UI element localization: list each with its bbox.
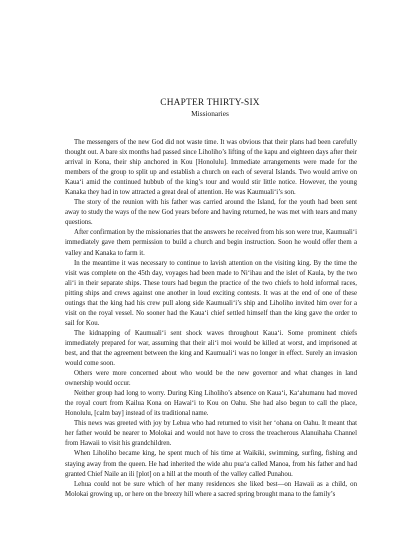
paragraph: The story of the reunion with his father was carried around the Island, for the youth had been sent away to study the ways of the new God years before and having returned, he was met with tears and many questions. [65,199,357,227]
paragraph: When Liholiho became king, he spent much of his time at Waikiki, swimming, surfing, fishing and staying away from the queen. He had inherited the wide ahu pua‘a called Manoa, from his father and had granted Chief Naile an ili [plot] on a hill at the mouth of the valley called Punahou. [65,450,357,478]
paragraph: In the meantime it was necessary to continue to lavish attention on the visiting king. By the time the visit was complete on the 45th day, voyages had been made to Ni‘ihau and the islet of Kaula, by the two ali‘i in their separate ships. These tours had begun the practice of the two chiefs to hold informal races, pitting ships and crews against one another in loud exciting contests. It was at the end of one of these outings that the king had his crew pull along side Kaumuali‘i’s ship and Liholiho invited him over for a visit on the royal vessel. No sooner had the Kaua‘i chief settled himself than the king gave the order to sail for Kou. [65,259,357,327]
paragraph: This news was greeted with joy by Lehua who had returned to visit her ‘ohana on Oahu. It meant that her father would be nearer to Molokai and would not have to cross the treacherous Alanuihaha Channel from Hawaii to visit his grandchildren. [65,420,357,448]
paragraph: The messengers of the new God did not waste time. It was obvious that their plans had been carefully thought out. A bare six months had passed since Liholiho’s lifting of the kapu and eighteen days after their arrival in Kona, their ship anchored in Kou [Honolulu]. Immediate arrangements were made for the members of the group to split up and establish a church on each of several Islands. Two would arrive on Kaua‘i amid the continued hubbub of the king’s tour and would stir little notice. However, the young Kanaka they had in tow attracted a great deal of attention. He was Kaumuali‘i’s son. [65,139,357,197]
chapter-subtitle: Missionaries [191,109,229,118]
paragraph: Lehua could not be sure which of her many residences she liked best—on Hawaii as a child, on Molokai growing up, or here on the breezy hill where a sacred spring brought mana to the family’s [65,480,357,498]
paragraph: Neither group had long to worry. During King Liholiho’s absence on Kaua‘i, Ka‘ahumanu had moved the royal court from Kailua Kona on Hawai‘i to Kou on Oahu. She had also begun to call the place, Honolulu, [calm bay] instead of its traditional name. [65,390,357,418]
chapter-title: CHAPTER THIRTY-SIX [160,98,260,108]
chapter-body [65,138,357,500]
paragraph: Others were more concerned about who would be the new governor and what changes in land ownership would occur. [65,370,357,388]
paragraph: The kidnapping of Kaumuali‘i sent shock waves throughout Kaua‘i. Some prominent chiefs immediately prepared for war, assuming that their ali‘i moi would be killed at worst, and imprisoned at best, and that the agreement between the king and Kaumuali‘i was no longer in effect. Surely an invasion would come soon. [65,329,357,368]
paragraph: After confirmation by the missionaries that the answers he received from his son were true, Kaumuali‘i immediately gave them permission to build a church and begin instruction. Soon he would offer them a valley and Kanaka to farm it. [65,229,357,257]
